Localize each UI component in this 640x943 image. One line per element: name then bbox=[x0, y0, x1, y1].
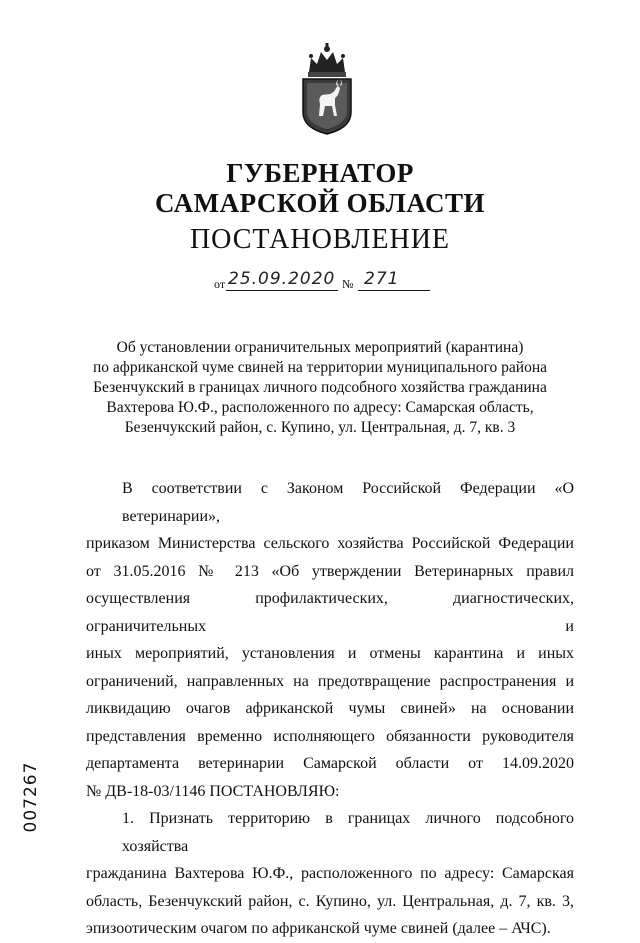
item-line: 1. Признать территорию в границах личного подсобного хозяйства bbox=[122, 810, 574, 855]
date-underline bbox=[226, 290, 338, 291]
number-underline bbox=[358, 290, 430, 291]
serial-number-stamp bbox=[22, 760, 40, 834]
subject-line: Безенчукский в границах личного подсобного хозяйства гражданина bbox=[93, 379, 547, 396]
authority-line: ГУБЕРНАТОР bbox=[226, 158, 414, 188]
item-line: эпизоотическим очагом по африканской чуме свиней (далее – АЧС). bbox=[86, 920, 551, 937]
subject-line: Безенчукский район, с. Купино, ул. Центральная, д. 7, кв. 3 bbox=[124, 419, 516, 436]
item-line: гражданина Вахтерова Ю.Ф., расположенного по адресу: Самарская bbox=[86, 865, 574, 882]
document-body bbox=[86, 475, 574, 943]
date-number-line bbox=[214, 271, 434, 293]
body-line: ликвидацию очагов африканской чумы свиней» на основании bbox=[86, 700, 574, 717]
body-line: департамента ветеринарии Самарской области от 14.09.2020 bbox=[86, 755, 574, 772]
document-subject bbox=[60, 338, 580, 438]
date-from-label: от bbox=[214, 277, 226, 291]
body-line: иных мероприятий, установления и отмены карантина и иных bbox=[86, 645, 574, 662]
subject-line: Об установлении ограничительных мероприятий (карантина) bbox=[116, 339, 524, 356]
item-line: область, Безенчукский район, с. Купино, ул. Центральная, д. 7, кв. 3, bbox=[86, 892, 574, 910]
coat-of-arms-icon bbox=[295, 42, 359, 136]
document-type: ПОСТАНОВЛЕНИЕ bbox=[189, 224, 451, 255]
body-line: № ДВ-18-03/1146 ПОСТАНОВЛЯЮ: bbox=[86, 782, 340, 800]
serial-number: 007267 bbox=[21, 761, 41, 833]
issuing-authority bbox=[0, 158, 640, 218]
subject-line: по африканской чуме свиней на территории муниципального района bbox=[92, 359, 548, 376]
body-line: от 31.05.2016 № 213 «Об утверждении Ветеринарных правил bbox=[86, 562, 574, 580]
handwritten-date: 25.09.2020 bbox=[228, 269, 336, 289]
body-line: осуществления профилактических, диагностических, ограничительных и bbox=[86, 590, 574, 635]
subject-line: Вахтерова Ю.Ф., расположенного по адресу: Самарская область, bbox=[106, 399, 534, 416]
body-line: приказом Министерства сельского хозяйства Российской Федерации bbox=[86, 535, 574, 552]
body-line: представления временно исполняющего обязанности руководителя bbox=[86, 727, 574, 745]
handwritten-number: 271 bbox=[364, 269, 400, 289]
body-line: В соответствии с Законом Российской Федерации «О ветеринарии», bbox=[122, 480, 574, 525]
authority-line: САМАРСКОЙ ОБЛАСТИ bbox=[154, 188, 486, 218]
number-label: № bbox=[342, 277, 354, 291]
body-line: ограничений, направленных на предотвращение распространения и bbox=[86, 672, 574, 690]
